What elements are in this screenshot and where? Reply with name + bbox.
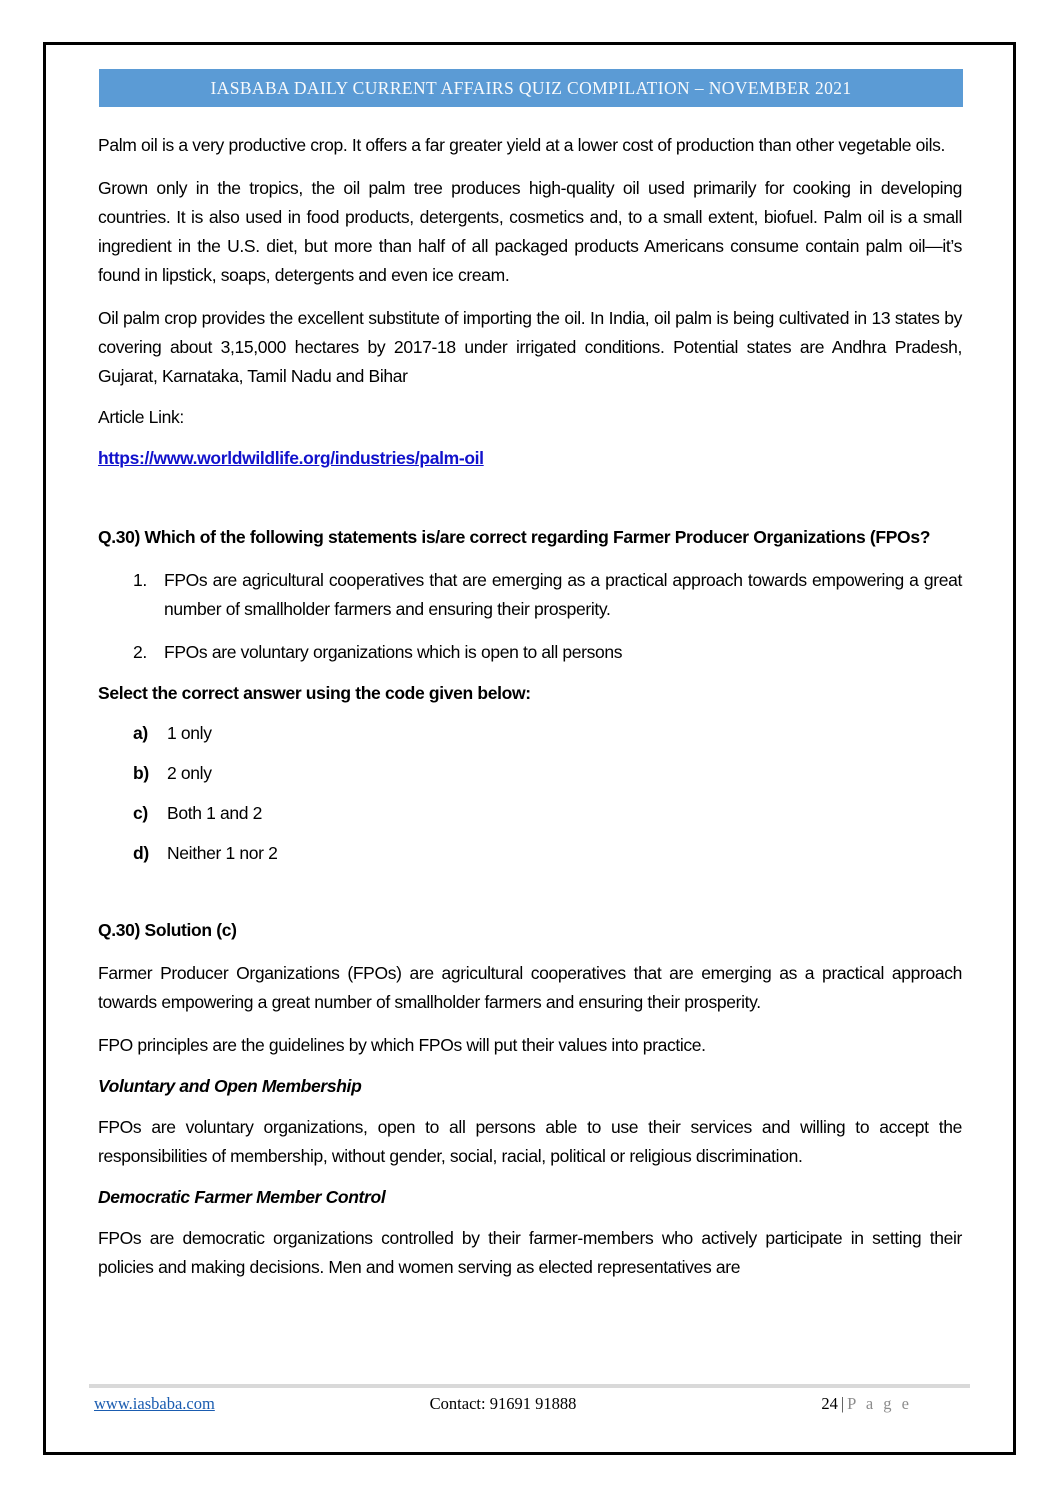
statement-1: [98, 566, 962, 624]
document-body: [98, 131, 962, 1282]
option-c-letter: c): [133, 803, 148, 823]
option-b-text: 2 only: [167, 763, 212, 783]
subheading-voluntary-membership: Voluntary and Open Membership: [98, 1076, 362, 1096]
article-link[interactable]: https://www.worldwildlife.org/industries/palm-oil: [98, 448, 484, 468]
footer-contact: Contact: 91691 91888: [429, 1394, 577, 1413]
solution-paragraph-2: FPO principles are the guidelines by which FPOs will put their values into practice.: [98, 1035, 706, 1055]
paragraph-palm-oil-india: Oil palm crop provides the excellent substitute of importing the oil. In India, oil palm is being cultivated in 13 states by covering about 3,15,000 hectares by 2017-18 under irrigated conditions. Potential states are Andhra Pradesh, Gujarat, Karnataka, Tamil Nadu and Bihar: [98, 308, 962, 386]
option-c-text: Both 1 and 2: [167, 803, 263, 823]
solution-paragraph-1: Farmer Producer Organizations (FPOs) are agricultural cooperatives that are emerging as a practical approach towards empowering a great number of smallholder farmers and ensuring their prosperity.: [98, 963, 962, 1012]
header-banner: [99, 69, 963, 107]
option-b: [98, 759, 962, 788]
option-c: [98, 799, 962, 828]
footer-page-number: 24: [821, 1394, 838, 1413]
header-banner-title: IASBABA DAILY CURRENT AFFAIRS QUIZ COMPILATION – NOVEMBER 2021: [210, 77, 852, 98]
paragraph-palm-oil-intro: Palm oil is a very productive crop. It offers a far greater yield at a lower cost of production than other vegetable oils.: [98, 135, 946, 155]
select-answer-label: Select the correct answer using the code given below:: [98, 683, 531, 703]
subheading-democratic-control: Democratic Farmer Member Control: [98, 1187, 386, 1207]
page-footer: [89, 1384, 970, 1414]
statement-2-number: 2.: [133, 642, 147, 662]
footer-page-separator: |: [840, 1394, 845, 1413]
option-a-letter: a): [133, 723, 148, 743]
question-title: Q.30) Which of the following statements is/are correct regarding Farmer Producer Organizations (FPOs?: [98, 527, 931, 547]
statement-1-text: FPOs are agricultural cooperatives that are emerging as a practical approach towards empowering a great number of smallholder farmers and ensuring their prosperity.: [164, 570, 962, 619]
footer-page-indicator: [656, 1394, 970, 1414]
article-link-label: Article Link:: [98, 407, 184, 427]
paragraph-palm-oil-uses: Grown only in the tropics, the oil palm tree produces high-quality oil used primarily for cooking in developing countries. It is also used in food products, detergents, cosmetics and, to a small extent, biofuel. Palm oil is a small ingredient in the U.S. diet, but more than half of all packaged products Americans consume contain palm oil—it’s found in lipstick, soaps, detergents and even ice cream.: [98, 178, 962, 285]
option-a-text: 1 only: [167, 723, 212, 743]
statement-2-text: FPOs are voluntary organizations which is open to all persons: [164, 642, 623, 662]
footer-website-link[interactable]: www.iasbaba.com: [94, 1394, 215, 1413]
option-a: [98, 719, 962, 748]
solution-paragraph-4: FPOs are democratic organizations controlled by their farmer-members who actively participate in setting their policies and making decisions. Men and women serving as elected representatives are: [98, 1228, 962, 1277]
solution-paragraph-3: FPOs are voluntary organizations, open to all persons able to use their services and willing to accept the responsibilities of membership, without gender, social, racial, political or religious discrimination.: [98, 1117, 962, 1166]
solution-title: Q.30) Solution (c): [98, 920, 237, 940]
page-border-frame: [43, 42, 1016, 1455]
option-d: [98, 839, 962, 868]
option-b-letter: b): [133, 763, 149, 783]
article-link-row: [98, 444, 962, 473]
option-d-letter: d): [133, 843, 149, 863]
statement-2: [98, 638, 962, 667]
option-d-text: Neither 1 nor 2: [167, 843, 278, 863]
statement-1-number: 1.: [133, 570, 147, 590]
footer-page-word: P a g e: [847, 1394, 912, 1413]
footer-website-cell: [89, 1394, 350, 1414]
